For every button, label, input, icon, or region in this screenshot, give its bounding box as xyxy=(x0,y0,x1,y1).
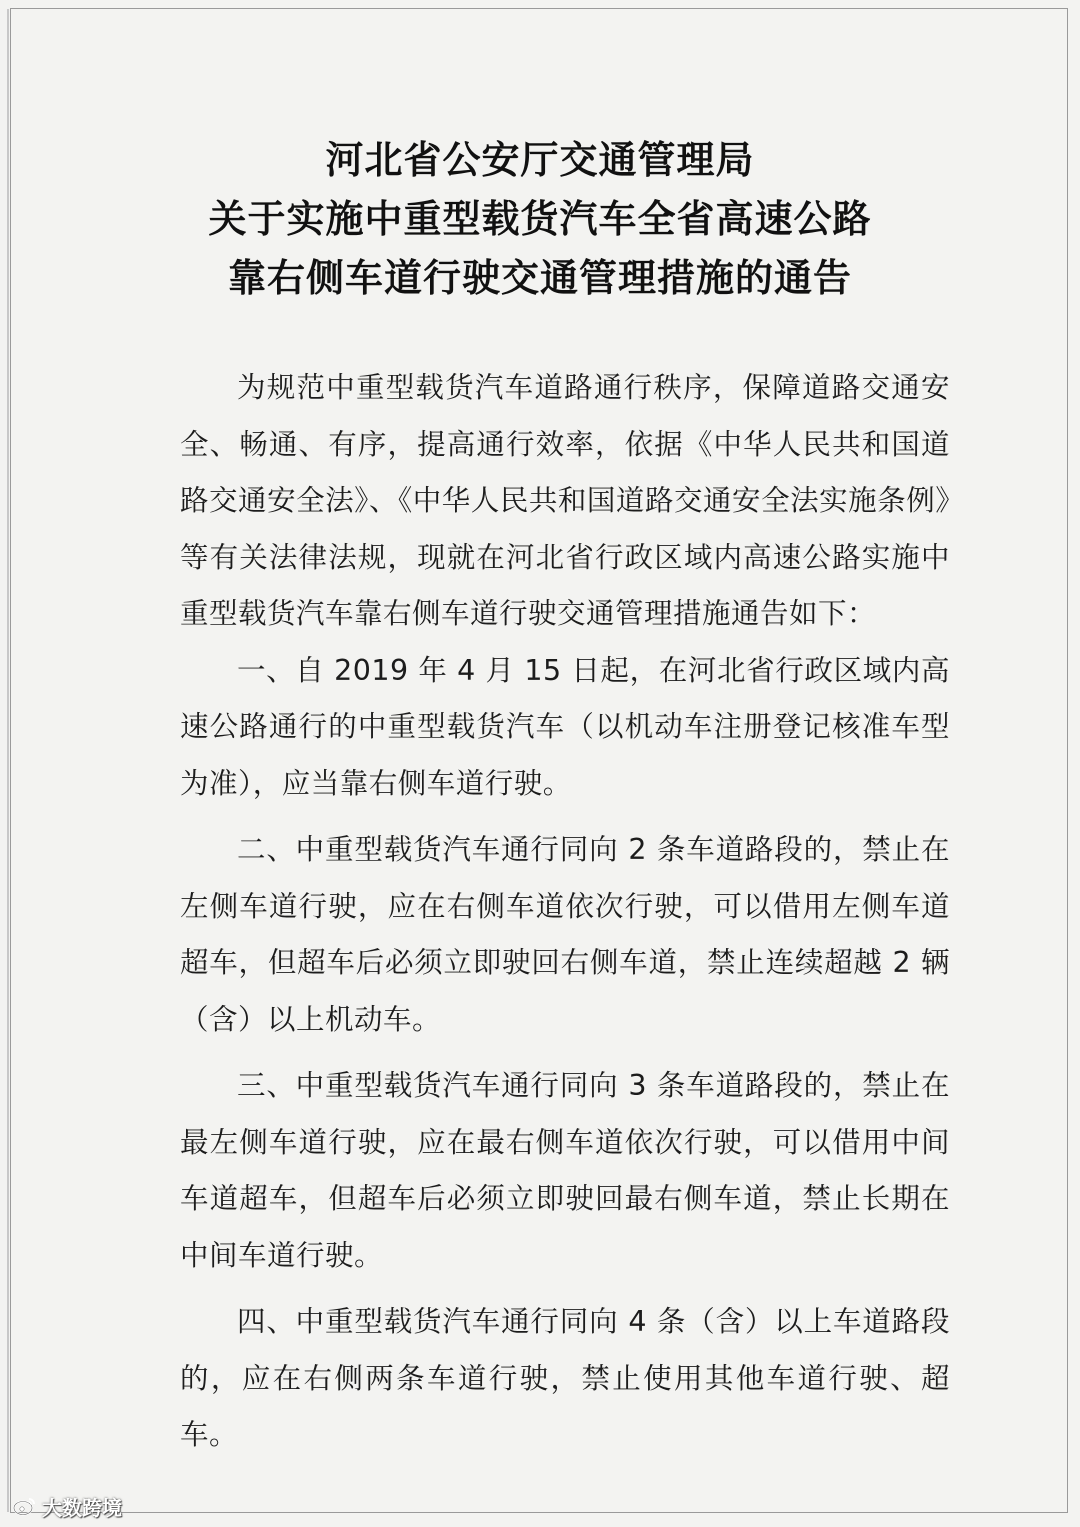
weibo-icon xyxy=(12,1496,36,1516)
intro-paragraph: 为规范中重型载货汽车道路通行秩序，保障道路交通安全、畅通、有序，提高通行效率，依据《中华人民共和国道路交通安全法》、《中华人民共和国道路交通安全法实施条例》等有关法律法规，现就在河北省行政区域内高速公路实施中重型载货汽车靠右侧车道行驶交通管理措施通告如下： xyxy=(180,371,950,630)
watermark xyxy=(12,1492,122,1520)
item-4-paragraph: 四、中重型载货汽车通行同向 4 条（含）以上车道路段的，应在右侧两条车道行驶，禁止使用其他车道行驶、超车。 xyxy=(180,1305,950,1451)
item-2-paragraph: 二、中重型载货汽车通行同向 2 条车道路段的，禁止在左侧车道行驶，应在右侧车道依次行驶，可以借用左侧车道超车，但超车后必须立即驶回右侧车道，禁止连续超越 2 辆（含）以上机动车。 xyxy=(180,833,950,1036)
title-line-2: 关于实施中重型载货汽车全省高速公路 xyxy=(208,196,872,241)
title-line-1: 河北省公安厅交通管理局 xyxy=(325,137,755,182)
document-body xyxy=(180,360,950,1464)
document-title xyxy=(0,130,1080,307)
item-1-paragraph: 一、自 2019 年 4 月 15 日起，在河北省行政区域内高速公路通行的中重型载货汽车（以机动车注册登记核准车型为准），应当靠右侧车道行驶。 xyxy=(180,653,950,800)
watermark-text: 大数跨境 xyxy=(42,1495,122,1520)
item-3-paragraph: 三、中重型载货汽车通行同向 3 条车道路段的，禁止在最左侧车道行驶，应在最右侧车道依次行驶，可以借用中间车道超车，但超车后必须立即驶回最右侧车道，禁止长期在中间车道行驶。 xyxy=(180,1069,950,1272)
title-line-3: 靠右侧车道行驶交通管理措施的通告 xyxy=(227,255,852,300)
